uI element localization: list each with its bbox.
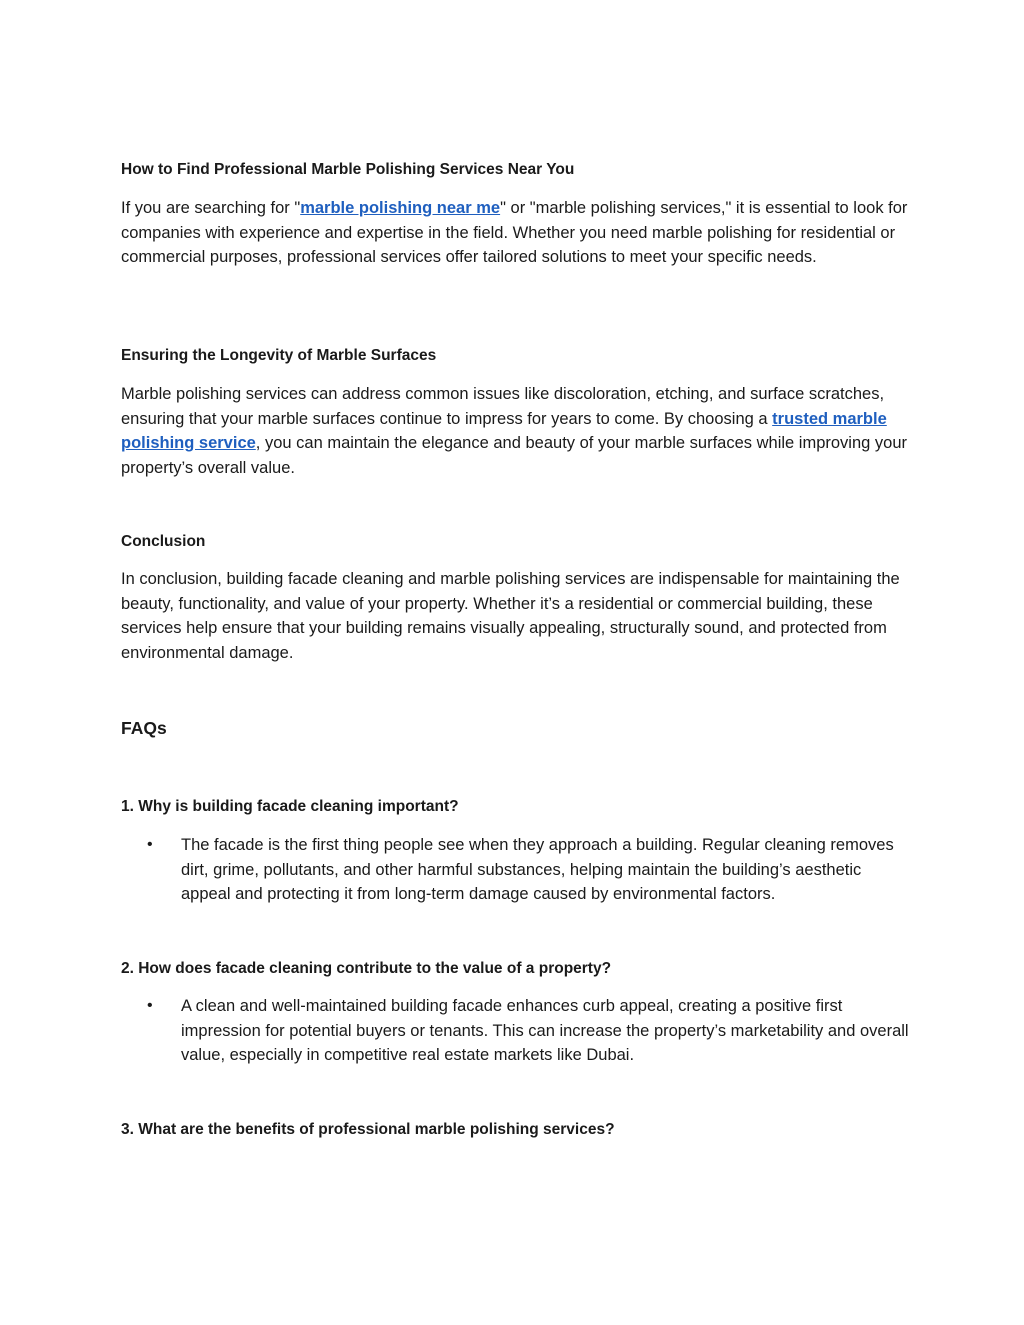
paragraph-find-before: If you are searching for " — [121, 199, 301, 217]
bullet-icon: • — [147, 997, 153, 1014]
faq-question-2-text: 2. How does facade cleaning contribute to the value of a property? — [121, 960, 612, 977]
paragraph-find-after: " or "marble polishing services," it is essential to look for companies with experience and expertise in the field. Whether you need marble polishing for residential or commercial purposes, professional services offer tailored solutions to meet your specific needs. — [121, 199, 908, 266]
paragraph-conclusion — [121, 567, 911, 665]
paragraph-longevity — [121, 382, 911, 480]
conclusion-text: In conclusion, building facade cleaning and marble polishing services are indispensable for maintaining the beauty, functionality, and value of your property. Whether it’s a residential or commercial building, these services help ensure that your building remains visually appealing, structurally sound, and protected from environmental damage. — [121, 570, 900, 662]
section-longevity — [121, 346, 911, 366]
trusted-marble-polishing-service-link[interactable]: trusted marble polishing service — [121, 409, 887, 452]
faq-question-3-text: 3. What are the benefits of professional marble polishing services? — [121, 1121, 615, 1138]
heading-conclusion: Conclusion — [121, 533, 206, 550]
paragraph-longevity-after: , you can maintain the elegance and beauty of your marble surfaces while improving your property’s overall value. — [121, 434, 907, 477]
faq-answer-1-text: The facade is the first thing people see when they approach a building. Regular cleaning removes dirt, grime, pollutants, and other harmful substances, helping maintain the building’s aesthetic appeal and protecting it from long-term damage caused by environmental factors. — [181, 836, 894, 903]
faq-question-2 — [121, 959, 911, 979]
faqs-title: FAQs — [121, 718, 167, 738]
faq-answer-2-text: A clean and well-maintained building facade enhances curb appeal, creating a positive first impression for potential buyers or tenants. This can increase the property’s marketability and overall value, especially in competitive real estate markets like Dubai. — [181, 997, 909, 1064]
paragraph-find — [121, 196, 911, 270]
section-find — [121, 160, 911, 180]
section-conclusion — [121, 532, 911, 552]
heading-find: How to Find Professional Marble Polishing Services Near You — [121, 161, 575, 178]
faq-question-1 — [121, 797, 911, 817]
marble-polishing-near-me-link[interactable]: marble polishing near me — [300, 199, 501, 217]
paragraph-longevity-before: Marble polishing services can address common issues like discoloration, etching, and surface scratches, ensuring that your marble surfaces continue to impress for years to come. By choosing a — [121, 385, 885, 428]
faq-question-1-text: 1. Why is building facade cleaning important? — [121, 798, 459, 815]
bullet-icon: • — [147, 836, 153, 853]
faqs-section — [121, 717, 911, 739]
heading-longevity: Ensuring the Longevity of Marble Surfaces — [121, 347, 437, 364]
faq-question-3 — [121, 1120, 911, 1140]
